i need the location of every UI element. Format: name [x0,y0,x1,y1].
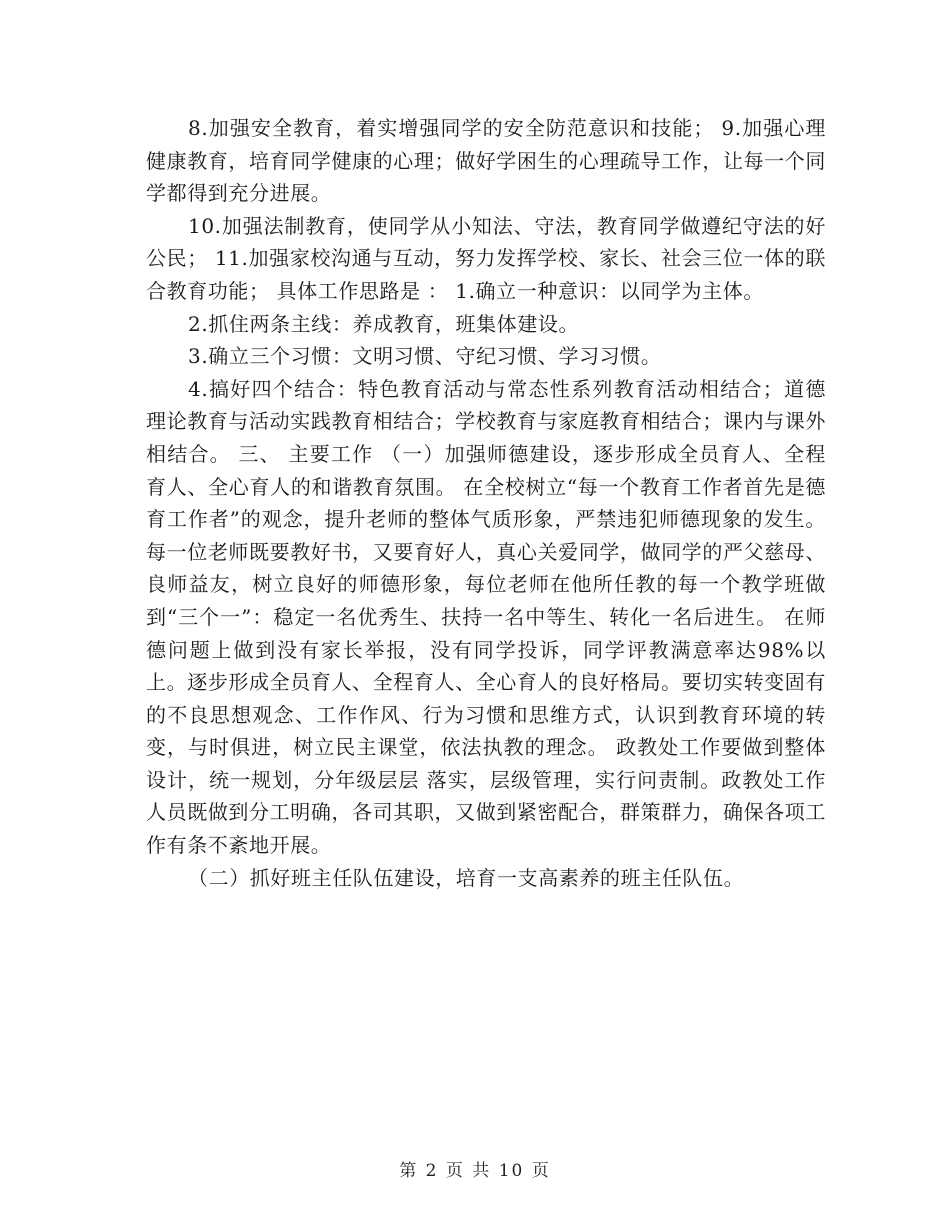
paragraph-four-combinations: 4.搞好四个结合：特色教育活动与常态性系列教育活动相结合；道德理论教育与活动实践教育相结合；学校教育与家庭教育相结合；课内与课外相结合。 三、 主要工作 （一）加强师德建设，逐步形成全员育人、全程育人、全心育人的和谐教育氛围。 在全校树立“每一个教育工作者首先是德育工作者”的观念，提升老师的整体气质形象，严禁违犯师德现象的发生。 每一位老师既要教好书，又要育好人，真心关爱同学，做同学的严父慈母、良师益友，树立良好的师德形象，每位老师在他所任教的每一个教学班做到“三个一”：稳定一名优秀生、扶持一名中等生、转化一名后进生。 在师德问题上做到没有家长举报，没有同学投诉，同学评教满意率达98%以上。逐步形成全员育人、全程育人、全心育人的良好格局。要切实转变固有的不良思想观念、工作作风、行为习惯和思维方式，认识到教育环境的转变，与时俱进，树立民主课堂，依法执教的理念。 政教处工作要做到整体设计，统一规划，分年级层层 落实，层级管理，实行问责制。政教处工作人员既做到分工明确，各司其职，又做到紧密配合，群策群力，确保各项工作有条不紊地开展。 [146,376,826,858]
page-footer: 第 2 页 共 10 页 [399,1161,551,1181]
document-body [146,112,826,894]
paragraph-two-main-lines: 2.抓住两条主线：养成教育，班集体建设。 [188,311,580,336]
paragraph-class-teacher-team: （二）抓好班主任队伍建设，培育一支高素养的班主任队伍。 [188,865,745,890]
paragraph-three-habits: 3.确立三个习惯：文明习惯、守纪习惯、学习习惯。 [188,344,662,369]
paragraph-legal-education: 10.加强法制教育，使同学从小知法、守法，教育同学做遵纪守法的好公民； 11.加强家校沟通与互动，努力发挥学校、家长、社会三位一体的联合教育功能； 具体工作思路是 ： 1.确立一种意识：以同学为主体。 [146,213,826,303]
paragraph-safety-mental-health: 8.加强安全教育，着实增强同学的安全防范意识和技能； 9.加强心理健康教育，培育同学健康的心理；做好学困生的心理疏导工作，让每一个同学都得到充分进展。 [146,116,826,206]
